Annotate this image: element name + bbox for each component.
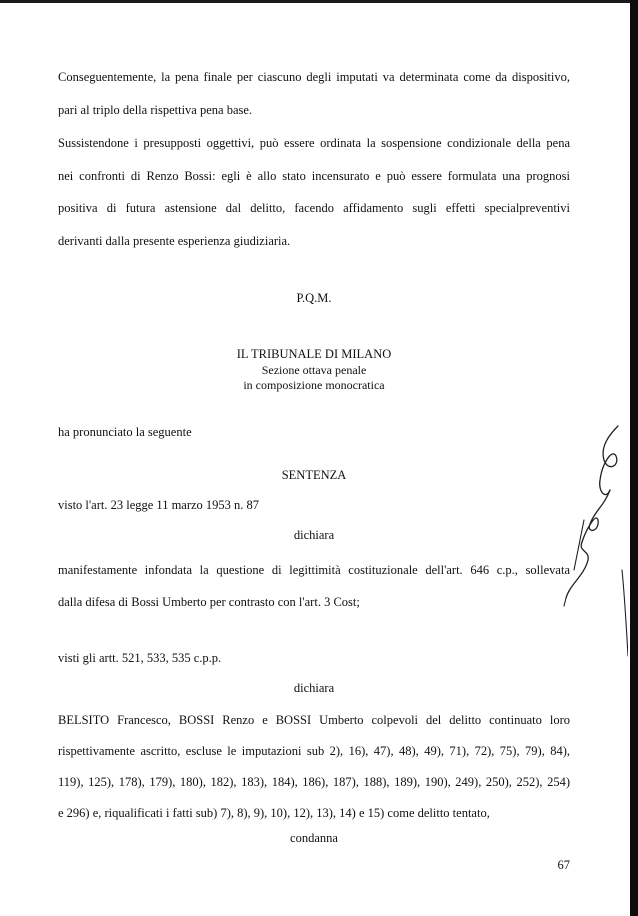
- court-composition: in composizione monocratica: [243, 378, 385, 392]
- paragraph1-line1: Conseguentemente, la pena finale per ciascuno degli imputati va determinata come da dispositivo,: [58, 70, 570, 84]
- pronounced-line: ha pronunciato la seguente: [58, 425, 192, 439]
- court-name: IL TRIBUNALE DI MILANO: [236, 347, 392, 361]
- condanna-heading: condanna: [290, 831, 338, 845]
- visti-line: visti gli artt. 521, 533, 535 c.p.p.: [58, 651, 222, 665]
- paragraph3-line2: dalla difesa di Bossi Umberto per contrasto con l'art. 3 Cost;: [58, 595, 360, 609]
- pqm-heading: P.Q.M.: [296, 291, 332, 305]
- dichiara-heading-2: dichiara: [293, 681, 335, 695]
- dichiara-heading-1: dichiara: [293, 528, 335, 542]
- paragraph4-line3: 119), 125), 178), 179), 180), 182), 183), 184), 186), 187), 188), 189), 190), 249), 250), 252), 254): [58, 775, 570, 789]
- paragraph2-line1: Sussistendone i presupposti oggettivi, può essere ordinata la sospensione condizionale della pena: [58, 136, 570, 150]
- paragraph3-line1: manifestamente infondata la questione di legittimità costituzionale dell'art. 646 c.p., sollevata: [58, 563, 570, 577]
- paragraph2-line3: positiva di futura astensione dal delitto, facendo affidamento sugli effetti specialpreventivi: [58, 201, 570, 215]
- paragraph2-line4: derivanti dalla presente esperienza giudiziaria.: [58, 234, 291, 248]
- visto-line: visto l'art. 23 legge 11 marzo 1953 n. 87: [58, 498, 260, 512]
- paragraph4-line1: BELSITO Francesco, BOSSI Renzo e BOSSI Umberto colpevoli del delitto continuato loro: [58, 713, 570, 727]
- paragraph2-line2: nei confronti di Renzo Bossi: egli è allo stato incensurato e può essere formulata una prognosi: [58, 169, 570, 183]
- handwritten-signature: [560, 420, 628, 660]
- scan-right-border: [630, 0, 638, 916]
- page-number: 67: [557, 858, 570, 872]
- court-section: Sezione ottava penale: [261, 363, 367, 377]
- paragraph1-line2: pari al triplo della rispettiva pena base.: [58, 103, 253, 117]
- paragraph4-line2: rispettivamente ascritto, escluse le imputazioni sub 2), 16), 47), 48), 49), 71), 72), 75), 79), 84),: [58, 744, 570, 758]
- sentence-title: SENTENZA: [281, 468, 347, 482]
- paragraph4-line4: e 296) e, riqualificati i fatti sub) 7), 8), 9), 10), 12), 13), 14) e 15) come delitto tentato,: [58, 806, 490, 820]
